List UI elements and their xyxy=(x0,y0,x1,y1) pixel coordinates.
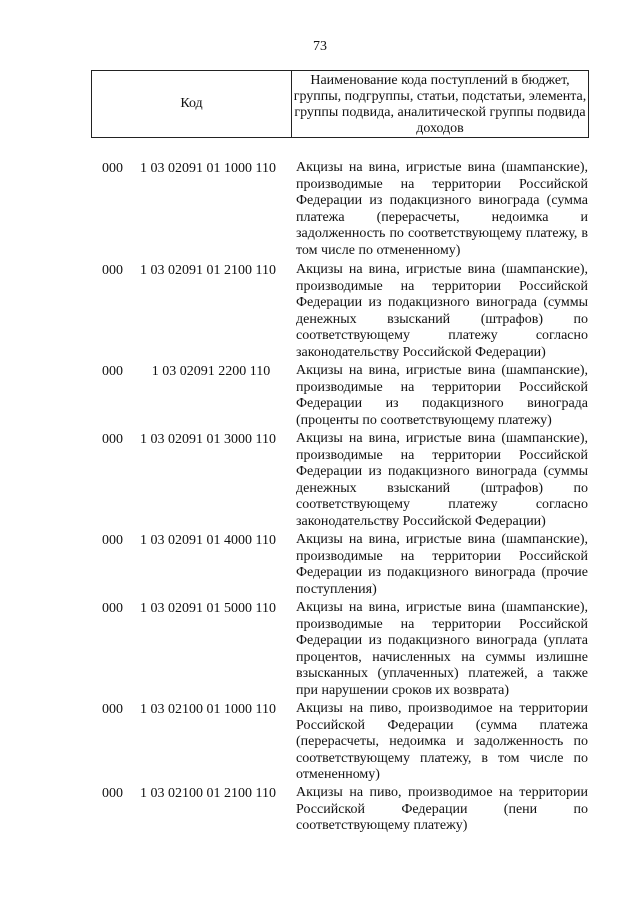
admin-code: 000 xyxy=(102,786,123,801)
table-row xyxy=(0,160,640,262)
table-row xyxy=(0,532,640,600)
table-row xyxy=(0,600,640,701)
revenue-code: 1 03 02091 01 2100 110 xyxy=(140,263,276,278)
revenue-description: Акцизы на вина, игристые вина (шампанские), производимые на территории Российской Федерации из подакцизного винограда (сумма платежа (перерасчеты, недоимка и задолженность по соответствующему платежу, в том числе по отмененному) xyxy=(296,160,588,258)
table-row xyxy=(0,262,640,363)
table-row xyxy=(0,701,640,785)
table-row xyxy=(0,431,640,532)
revenue-code: 1 03 02100 01 1000 110 xyxy=(140,702,276,717)
admin-code: 000 xyxy=(102,161,123,176)
revenue-code: 1 03 02091 01 5000 110 xyxy=(140,601,276,616)
admin-code: 000 xyxy=(102,263,123,278)
revenue-code: 1 03 02091 01 4000 110 xyxy=(140,533,276,548)
table-header xyxy=(91,70,589,138)
header-code-label: Код xyxy=(180,96,203,111)
revenue-code: 1 03 02091 01 3000 110 xyxy=(140,432,276,447)
revenue-description: Акцизы на вина, игристые вина (шампанские), производимые на территории Российской Федерации из подакцизного винограда (уплата процентов, начисленных на суммы излишне взысканных (уплаченных) платежей, а также при нарушении сроков их возврата) xyxy=(296,600,588,698)
admin-code: 000 xyxy=(102,533,123,548)
revenue-code: 1 03 02100 01 2100 110 xyxy=(140,786,276,801)
revenue-description: Акцизы на пиво, производимое на территории Российской Федерации (пени по соответствующему платежу) xyxy=(296,785,588,834)
revenue-description: Акцизы на вина, игристые вина (шампанские), производимые на территории Российской Федерации из подакцизного винограда (прочие поступления) xyxy=(296,532,588,597)
revenue-code: 1 03 02091 01 1000 110 xyxy=(140,161,276,176)
revenue-description: Акцизы на вина, игристые вина (шампанские), производимые на территории Российской Федерации из подакцизного винограда (суммы денежных взысканий (штрафов) по соответствующему платежу согласно законодательству Российской Федерации) xyxy=(296,431,588,529)
admin-code: 000 xyxy=(102,432,123,447)
revenue-description: Акцизы на вина, игристые вина (шампанские), производимые на территории Российской Федерации из подакцизного винограда (проценты по соответствующему платежу) xyxy=(296,363,588,428)
admin-code: 000 xyxy=(102,702,123,717)
revenue-code: 1 03 02091 2200 110 xyxy=(151,364,271,379)
revenue-description: Акцизы на пиво, производимое на территории Российской Федерации (сумма платежа (перерасчеты, недоимка и задолженность по соответствующему платежу, в том числе по отмененному) xyxy=(296,701,588,783)
admin-code: 000 xyxy=(102,601,123,616)
revenue-code-list xyxy=(0,160,640,837)
revenue-description: Акцизы на вина, игристые вина (шампанские), производимые на территории Российской Федерации из подакцизного винограда (суммы денежных взысканий (штрафов) по соответствующему платежу согласно законодательству Российской Федерации) xyxy=(296,262,588,360)
admin-code: 000 xyxy=(102,364,123,379)
table-row xyxy=(0,785,640,837)
header-name-label: Наименование кода поступлений в бюджет, группы, подгруппы, статьи, подстатьи, элемента, группы подвида, аналитической группы подвида доходов xyxy=(293,73,587,136)
table-row xyxy=(0,363,640,431)
page-number: 73 xyxy=(313,39,327,54)
